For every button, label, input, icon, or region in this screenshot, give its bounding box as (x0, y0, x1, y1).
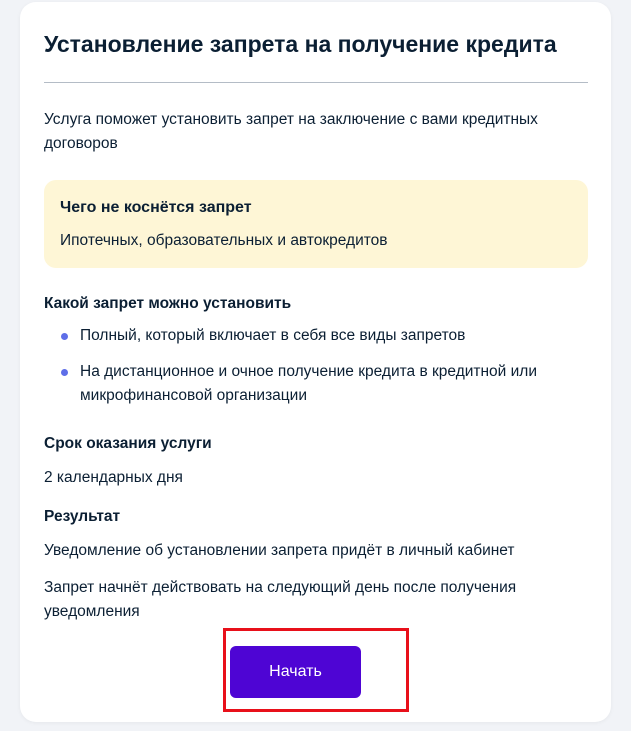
notice-text: Ипотечных, образовательных и автокредитов (60, 232, 388, 249)
ban-types-list (44, 324, 564, 408)
ban-types-title: Какой запрет можно установить (44, 295, 292, 312)
list-item-text: Полный, который включает в себя все виды запретов (80, 327, 466, 344)
term-value: 2 календарных дня (44, 469, 183, 486)
bullet-dot-icon (61, 369, 68, 376)
notice-title: Чего не коснётся запрет (60, 199, 252, 216)
title-divider (44, 82, 588, 83)
notice-box (44, 180, 588, 268)
list-item (44, 360, 564, 408)
service-description: Услуга поможет установить запрет на заключение с вами кредитных договоров (44, 111, 538, 152)
bullet-dot-icon (61, 333, 68, 340)
term-title: Срок оказания услуги (44, 435, 212, 452)
service-card (20, 2, 611, 722)
list-item (44, 324, 564, 348)
result-line-1: Уведомление об установлении запрета придёт в личный кабинет (44, 542, 515, 559)
result-title: Результат (44, 508, 121, 525)
result-line-2: Запрет начнёт действовать на следующий день после получения уведомления (44, 579, 517, 620)
start-button[interactable]: Начать (230, 646, 361, 698)
list-item-text: На дистанционное и очное получение кредита в кредитной или микрофинансовой организации (80, 363, 538, 404)
page-title: Установление запрета на получение кредита (44, 31, 557, 57)
